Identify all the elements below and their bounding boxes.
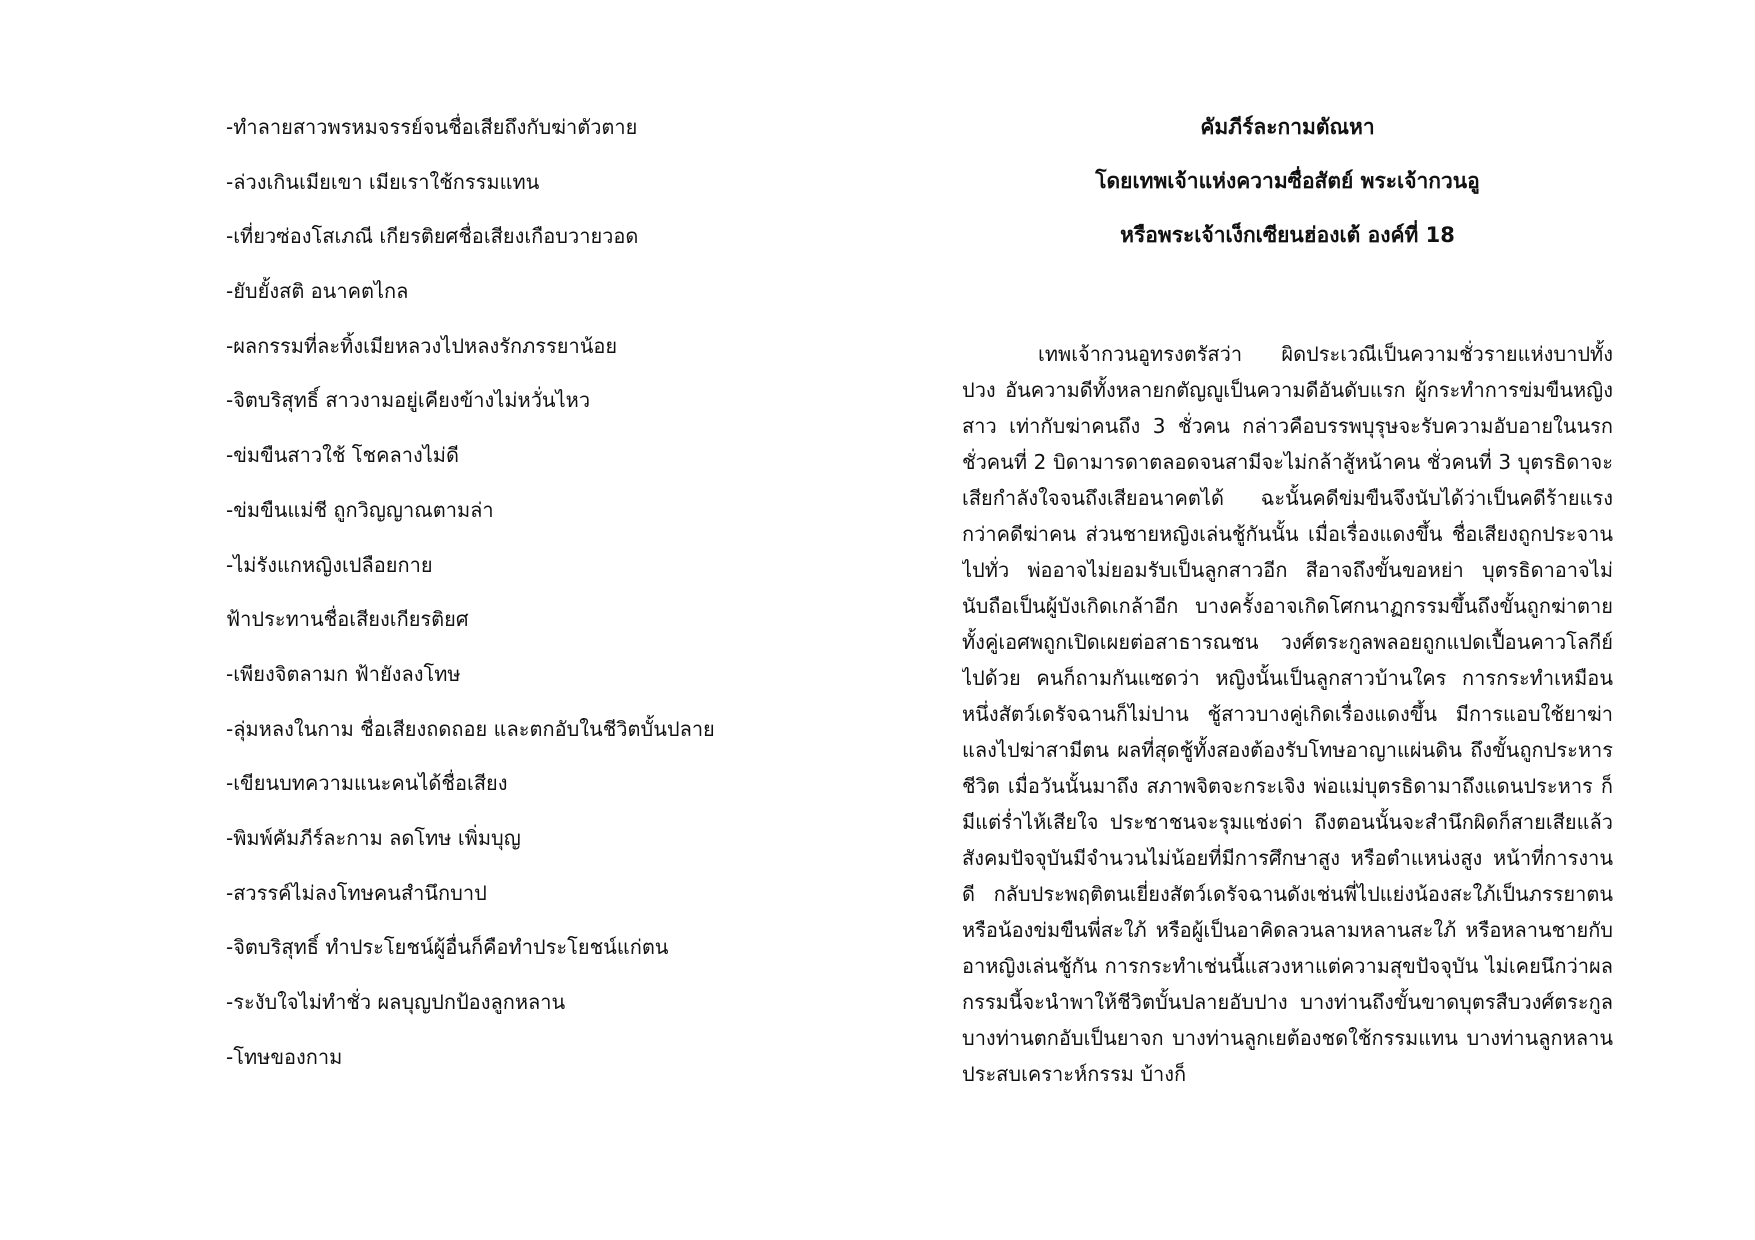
topic-list bbox=[226, 112, 846, 1096]
list-item: -ทำลายสาวพรหมจรรย์จนชื่อเสียถึงกับฆ่าตัวตาย bbox=[226, 115, 638, 139]
list-item: -ลุ่มหลงในกาม ชื่อเสียงถดถอย และตกอับในชีวิตบั้นปลาย bbox=[226, 716, 715, 741]
title-line-3: หรือพระเจ้าเง็กเซียนฮ่องเต้ องค์ที่ 18 bbox=[1120, 223, 1455, 247]
list-item: -สวรรค์ไม่ลงโทษคนสำนึกบาป bbox=[226, 880, 487, 905]
list-item: -ยับยั้งสติ อนาคตไกล bbox=[226, 279, 409, 304]
list-item: -พิมพ์คัมภีร์ละกาม ลดโทษ เพิ่มบุญ bbox=[226, 825, 521, 850]
page-title bbox=[962, 112, 1613, 274]
list-item: ฟ้าประทานชื่อเสียงเกียรติยศ bbox=[226, 607, 469, 632]
title-line-1: คัมภีร์ละกามตัณหา bbox=[1200, 115, 1375, 139]
list-item: -จิตบริสุทธิ์ ทำประโยชน์ผู้อื่นก็คือทำประโยชน์แก่ตน bbox=[226, 935, 669, 960]
list-item: -จิตบริสุทธิ์ สาวงามอยู่เคียงข้างไม่หวั่นไหว bbox=[226, 388, 591, 413]
list-item: -เที่ยวซ่องโสเภณี เกียรติยศชื่อเสียงเกือบวายวอด bbox=[226, 224, 639, 249]
title-line-2: โดยเทพเจ้าแห่งความซื่อสัตย์ พระเจ้ากวนอู bbox=[1095, 169, 1480, 193]
list-item: -โทษของกาม bbox=[226, 1044, 343, 1069]
list-item: -เพียงจิตลามก ฟ้ายังลงโทษ bbox=[226, 661, 461, 686]
body-paragraph: เทพเจ้ากวนอูทรงตรัสว่า ผิดประเวณีเป็นความชั่วรายแห่งบาปทั้งปวง อันความดีทั้งหลายกตัญญูเป็นความดีอันดับแรก ผู้กระทำการข่มขืนหญิงสาว เท่ากับฆ่าคนถึง 3 ชั่วคน กล่าวคือบรรพบุรุษจะรับความอับอายในนรก ชั่วคนที่ 2 บิดามารดาตลอดจนสามีจะไม่กล้าสู้หน้าคน ชั่วคนที่ 3 บุตรธิดาจะเสียกำลังใจจนถึงเสียอนาคตได้ ฉะนั้นคดีข่มขืนจึงนับได้ว่าเป็นคดีร้ายแรงกว่าคดีฆ่าคน ส่วนชายหญิงเล่นชู้กันนั้น เมื่อเรื่องแดงขึ้น ชื่อเสียงถูกประจานไปทั่ว พ่ออาจไม่ยอมรับเป็นลูกสาวอีก สีอาจถึงขั้นขอหย่า บุตรธิดาอาจไม่นับถือเป็นผู้บังเกิดเกล้าอีก บางครั้งอาจเกิดโศกนาฏกรรมขึ้นถึงขั้นถูกฆ่าตายทั้งคู่เอศพถูกเปิดเผยต่อสาธารณชน วงศ์ตระกูลพลอยถูกแปดเปื้อนคาวโลกีย์ไปด้วย คนก็ถามกันแซดว่า หญิงนั้นเป็นลูกสาวบ้านใคร การกระทำเหมือนหนึ่งสัตว์เดรัจฉานก็ไม่ปาน ชู้สาวบางคู่เกิดเรื่องแดงขึ้น มีการแอบใช้ยาฆ่าแลงไปฆ่าสามีตน ผลที่สุดชู้ทั้งสองต้องรับโทษอาญาแผ่นดิน ถึงขั้นถูกประหารชีวิต เมื่อวันนั้นมาถึง สภาพจิตจะกระเจิง พ่อแม่บุตรธิดามาถึงแดนประหาร ก็มีแต่ร่ำไห้เสียใจ ประชาชนจะรุมแช่งด่า ถึงตอนนั้นจะสำนึกผิดก็สายเสียแล้ว สังคมปัจจุบันมีจำนวนไม่น้อยที่มีการศึกษาสูง หรือตำแหน่งสูง หน้าที่การงานดี กลับประพฤติตนเยี่ยงสัตว์เดรัจฉานดังเช่นพี่ไปแย่งน้องสะใภ้เป็นภรรยาตน หรือน้องข่มขืนพี่สะใภ้ หรือผู้เป็นอาคิดลวนลามหลานสะใภ้ หรือหลานชายกับอาหญิงเล่นชู้กัน การกระทำเช่นนี้แสวงหาแต่ความสุขปัจจุบัน ไม่เคยนึกว่าผลกรรมนี้จะนำพาให้ชีวิตบั้นปลายอับปาง บางท่านถึงขั้นขาดบุตรสืบวงศ์ตระกูล บางท่านตกอับเป็นยาจก บางท่านลูกเยต้องชดใช้กรรมแทน บางท่านลูกหลานประสบเคราะห์กรรม บ้างก็ bbox=[962, 342, 1613, 1086]
list-item: -ระงับใจไม่ทำชั่ว ผลบุญปกป้องลูกหลาน bbox=[226, 990, 566, 1014]
right-page bbox=[962, 112, 1613, 1112]
list-item: -ข่มขืนสาวใช้ โชคลางไม่ดี bbox=[226, 443, 459, 468]
left-page bbox=[226, 112, 846, 1096]
list-item: -ล่วงเกินเมียเขา เมียเราใช้กรรมแทน bbox=[226, 169, 540, 194]
list-item: -ข่มขืนแม่ชี ถูกวิญญาณตามล่า bbox=[226, 497, 494, 522]
list-item: -เขียนบทความแนะคนได้ชื่อเสียง bbox=[226, 771, 508, 796]
list-item: -ผลกรรมที่ละทิ้งเมียหลวงไปหลงรักภรรยาน้อย bbox=[226, 333, 618, 358]
list-item: -ไม่รังแกหญิงเปลือยกาย bbox=[226, 552, 433, 577]
